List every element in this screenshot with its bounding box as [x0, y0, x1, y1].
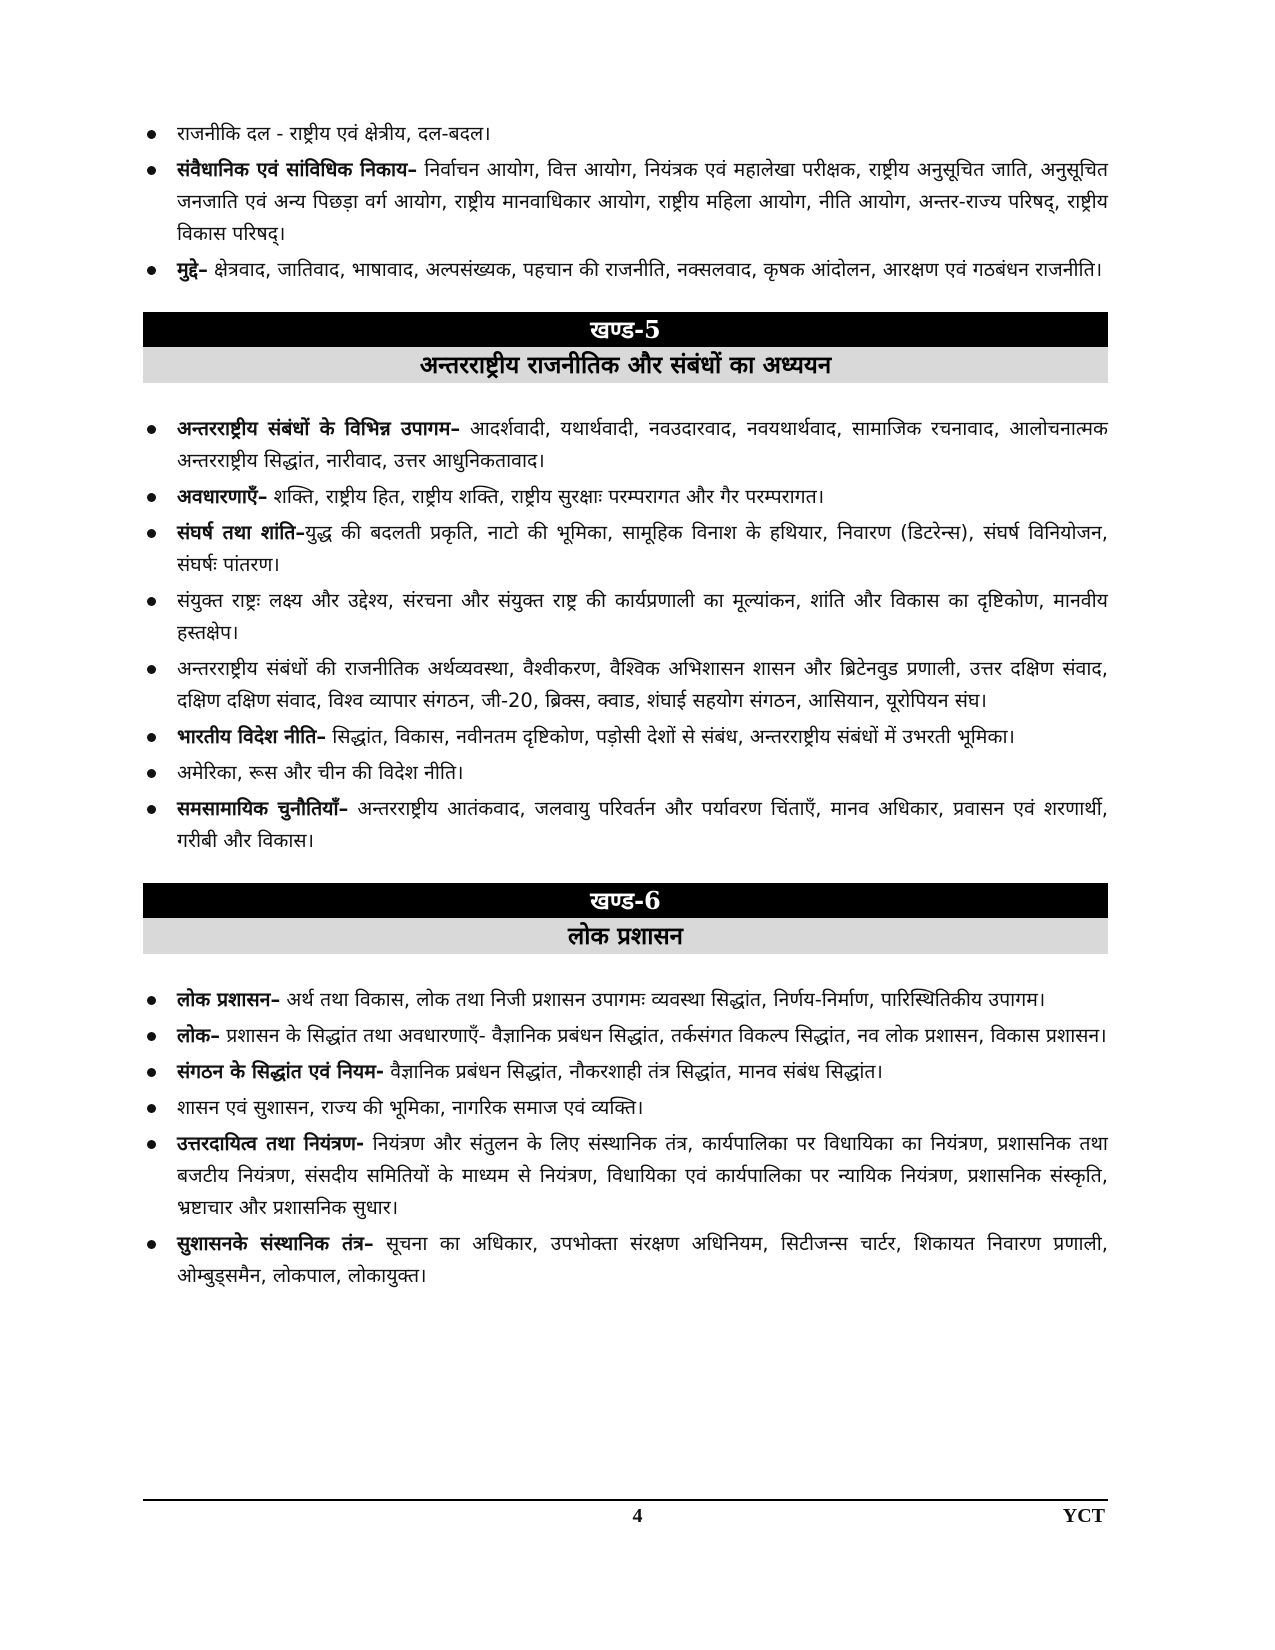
item-text: नियंत्रण और संतुलन के लिए संस्थानिक तंत्र, कार्यपालिका पर विधायिका का नियंत्रण, प्रशासनिक तथा बजटीय नियंत्रण, संसदीय समितियों के माध्यम से नियंत्रण, विधायिका एवं कार्यपालिका पर न्यायिक नियंत्रण, प्रशासनिक संस्कृति, भ्रष्टाचार और प्रशासनिक सुधार।: [177, 1132, 1108, 1219]
list-item: [143, 585, 1108, 649]
list-item: [143, 1020, 1108, 1052]
item-text: प्रशासन के सिद्धांत तथा अवधारणाएँ- वैज्ञानिक प्रबंधन सिद्धांत, तर्कसंगत विकल्प सिद्धांत, नव लोक प्रशासन, विकास प्रशासन।: [220, 1024, 1107, 1047]
item-heading: संघर्ष तथा शांति–: [177, 521, 306, 544]
list-item: [143, 413, 1108, 477]
item-heading: लोक प्रशासन–: [177, 988, 281, 1011]
intro-list: [143, 118, 1108, 286]
section-subtitle: अन्तरराष्ट्रीय राजनीतिक और संबंधों का अध्ययन: [143, 347, 1108, 383]
list-item: [143, 1228, 1108, 1292]
item-heading: सुशासनके संस्थानिक तंत्र–: [177, 1232, 374, 1255]
item-text: निर्वाचन आयोग, वित्त आयोग, नियंत्रक एवं महालेखा परीक्षक, राष्ट्रीय अनुसूचित जाति, अनुसूचित जनजाति एवं अन्य पिछड़ा वर्ग आयोग, राष्ट्रीय मानवाधिकार आयोग, राष्ट्रीय महिला आयोग, नीति आयोग, अन्तर-राज्य परिषद्, राष्ट्रीय विकास परिषद्।: [177, 158, 1109, 245]
list-item: [143, 1056, 1108, 1088]
list-item: [143, 254, 1108, 286]
item-heading: मुद्दे–: [177, 258, 208, 281]
page-content: [143, 118, 1108, 1296]
list-item: [143, 1128, 1108, 1224]
item-heading: अवधारणाएँ–: [177, 485, 268, 508]
section-subtitle: लोक प्रशासन: [143, 918, 1108, 954]
item-heading: लोक–: [177, 1024, 220, 1047]
footer-brand: YCT: [1062, 1505, 1105, 1527]
section-5-header: [143, 312, 1108, 383]
list-item: [143, 757, 1108, 789]
list-item: [143, 984, 1108, 1016]
item-heading: उत्तरदायित्व तथा नियंत्रण-: [177, 1132, 365, 1155]
item-heading: भारतीय विदेश नीति–: [177, 725, 327, 748]
list-item: [143, 118, 1108, 150]
list-item: [143, 154, 1108, 250]
item-text: शक्ति, राष्ट्रीय हित, राष्ट्रीय शक्ति, राष्ट्रीय सुरक्षाः परम्परागत और गैर परम्परागत।: [267, 485, 825, 508]
item-heading: अन्तरराष्ट्रीय संबंधों के विभिन्न उपागम–: [177, 417, 461, 440]
item-heading: समसामायिक चुनौतियाँ–: [177, 797, 349, 820]
item-text: सिद्धांत, विकास, नवीनतम दृष्टिकोण, पड़ोसी देशों से संबंध, अन्तरराष्ट्रीय संबंधों में उभरती भूमिका।: [326, 725, 1015, 748]
item-text: राजनीकि दल - राष्ट्रीय एवं क्षेत्रीय, दल-बदल।: [177, 122, 491, 145]
item-text: अमेरिका, रूस और चीन की विदेश नीति।: [177, 761, 464, 784]
section-5-list: [143, 413, 1108, 857]
footer-divider: [143, 1499, 1108, 1501]
item-text: अर्थ तथा विकास, लोक तथा निजी प्रशासन उपागमः व्यवस्था सिद्धांत, निर्णय-निर्माण, पारिस्थितिकीय उपागम।: [280, 988, 1046, 1011]
list-item: [143, 653, 1108, 717]
item-text: अन्तरराष्ट्रीय संबंधों की राजनीतिक अर्थव्यवस्था, वैश्वीकरण, वैश्विक अभिशासन शासन और ब्रिटेनवुड प्रणाली, उत्तर दक्षिण संवाद, दक्षिण दक्षिण संवाद, विश्व व्यापार संगठन, जी-20, ब्रिक्स, क्वाड, शंघाई सहयोग संगठन, आसियान, यूरोपियन संघ।: [177, 657, 1108, 712]
item-text: वैज्ञानिक प्रबंधन सिद्धांत, नौकरशाही तंत्र सिद्धांत, मानव संबंध सिद्धांत।: [384, 1060, 883, 1083]
list-item: [143, 1092, 1108, 1124]
item-heading: संवैधानिक एवं सांविधिक निकाय–: [177, 158, 418, 181]
section-title: खण्ड-6: [143, 883, 1108, 918]
list-item: [143, 793, 1108, 857]
item-text: आदर्शवादी, यथार्थवादी, नवउदारवाद, नवयथार्थवाद, सामाजिक रचनावाद, आलोचनात्मक अन्तरराष्ट्रीय सिद्धांत, नारीवाद, उत्तर आधुनिकतावाद।: [177, 417, 1108, 472]
item-text: युद्ध की बदलती प्रकृति, नाटो की भूमिका, सामूहिक विनाश के हथियार, निवारण (डिटरेन्स), संघर्ष विनियोजन, संघर्षः पांतरण।: [177, 521, 1108, 576]
item-text: क्षेत्रवाद, जातिवाद, भाषावाद, अल्पसंख्यक, पहचान की राजनीति, नक्सलवाद, कृषक आंदोलन, आरक्षण एवं गठबंधन राजनीति।: [207, 258, 1103, 281]
item-text: शासन एवं सुशासन, राज्य की भूमिका, नागरिक समाज एवं व्यक्ति।: [177, 1096, 644, 1119]
page-number: 4: [632, 1505, 643, 1527]
list-item: [143, 517, 1108, 581]
item-text: संयुक्त राष्ट्रः लक्ष्य और उद्देश्य, संरचना और संयुक्त राष्ट्र की कार्यप्रणाली का मूल्यांकन, शांति और विकास का दृष्टिकोण, मानवीय हस्तक्षेप।: [177, 589, 1108, 644]
list-item: [143, 481, 1108, 513]
section-6-list: [143, 984, 1108, 1292]
item-text: सूचना का अधिकार, उपभोक्ता संरक्षण अधिनियम, सिटीजन्स चार्टर, शिकायत निवारण प्रणाली, ओम्बुड्समैन, लोकपाल, लोकायुक्त।: [177, 1232, 1108, 1287]
section-title: खण्ड-5: [143, 312, 1108, 347]
item-text: अन्तरराष्ट्रीय आतंकवाद, जलवायु परिवर्तन और पर्यावरण चिंताएँ, मानव अधिकार, प्रवासन एवं शरणार्थी, गरीबी और विकास।: [177, 797, 1108, 852]
list-item: [143, 721, 1108, 753]
section-6-header: [143, 883, 1108, 954]
item-heading: संगठन के सिद्धांत एवं नियम-: [177, 1060, 384, 1083]
